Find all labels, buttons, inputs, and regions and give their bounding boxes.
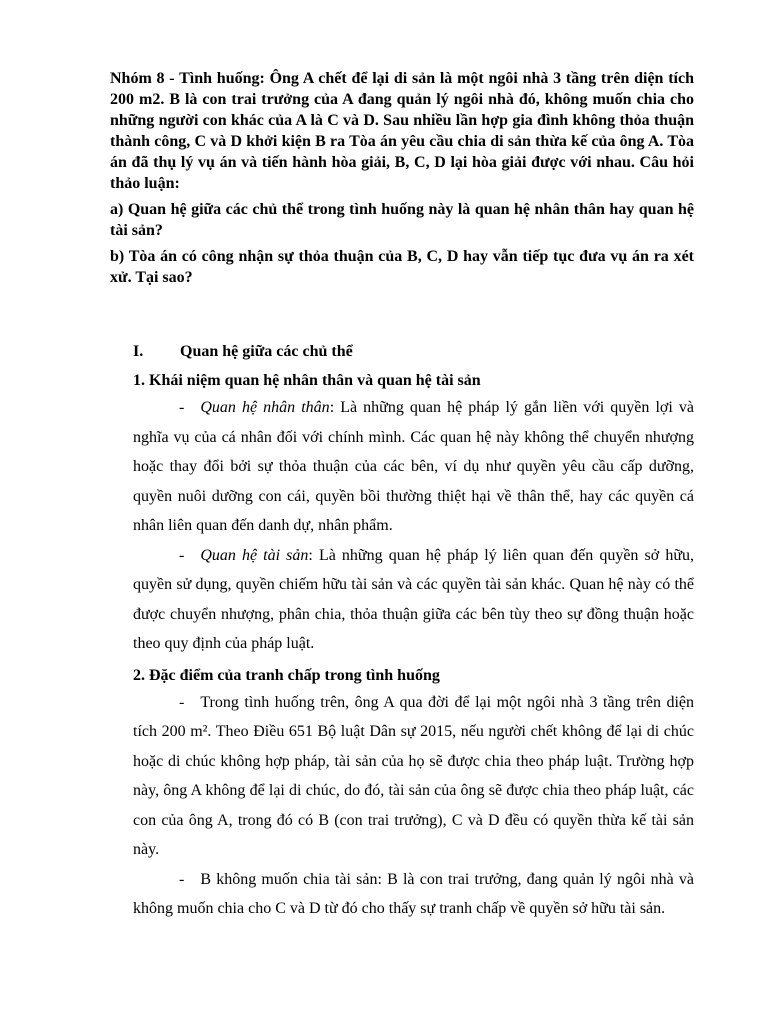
paragraph-dispute [133,865,694,924]
question-b: b) Tòa án có công nhận sự thỏa thuận của B, C, D hay vẫn tiếp tục đưa vụ án ra xét xử. Tại sao? [110,248,694,286]
paragraph-inheritance-law [133,688,694,865]
dispute-text: B không muốn chia tài sản: B là con trai trưởng, đang quản lý ngôi nhà và không muốn chia cho C và D từ đó cho thấy sự tranh chấp về quyền sở hữu tài sản. [133,870,694,917]
case-situation: Nhóm 8 - Tình huống: Ông A chết để lại di sản là một ngôi nhà 3 tầng trên diện tích 200 m2. B là con trai trưởng của A đang quản lý ngôi nhà đó, không muốn chia cho những người con khác của A là C và D. Sau nhiều lần hợp gia đình không thỏa thuận thành công, C và D khởi kiện B ra Tòa án yêu cầu chia di sản thừa kế của ông A. Tòa án đã thụ lý vụ án và tiến hành hòa giải, B, C, D lại hòa giải được với nhau. Câu hỏi thảo luận: [110,70,694,192]
section-1-number: I. [133,343,144,360]
question-a: a) Quan hệ giữa các chủ thể trong tình huống này là quan hệ nhân thân hay quan hệ tài sản? [110,201,694,239]
term-personal-relation: Quan hệ nhân thân [200,399,330,416]
paragraph-personal-relation [133,393,694,541]
inheritance-law-text: Trong tình huống trên, ông A qua đời để lại một ngôi nhà 3 tầng trên diện tích 200 m². Theo Điều 651 Bộ luật Dân sự 2015, nếu người chết không để lại di chúc hoặc di chúc không hợp pháp, tài sản của họ sẽ được chia theo pháp luật. Trường hợp này, ông A không để lại di chúc, do đó, tài sản của ông sẽ được chia theo pháp luật, các con của ông A, trong đó có B (con trai trưởng), C và D đều có quyền thừa kế tài sản này. [133,693,694,858]
bullet-dash: - [179,399,185,416]
section-1 [133,339,694,924]
bullet-dash: - [179,693,185,711]
subsection-2-heading: 2. Đặc điểm của tranh chấp trong tình huống [133,666,440,684]
term-property-relation: Quan hệ tài sản [200,546,309,564]
section-1-title: Quan hệ giữa các chủ thể [180,343,353,360]
case-intro [110,68,694,288]
section-1-heading [133,339,694,364]
bullet-dash: - [179,546,185,564]
subsection-1-heading: 1. Khái niệm quan hệ nhân thân và quan hệ tài sản [133,372,481,389]
bullet-dash: - [179,870,185,888]
definition-personal-relation: : Là những quan hệ pháp lý gắn liền với quyền lợi và nghĩa vụ của cá nhân đối với chính mình. Các quan hệ này không thể chuyển nhượng hoặc thay đổi bởi sự thỏa thuận của các bên, ví dụ như quyền yêu cầu cấp dưỡng, quyền nuôi dưỡng con cái, quyền bồi thường thiệt hại về thân thể, hay các quyền cá nhân liên quan đến danh dự, nhân phẩm. [133,399,694,534]
definition-property-relation: : Là những quan hệ pháp lý liên quan đến quyền sở hữu, quyền sử dụng, quyền chiếm hữu tài sản và các quyền tài sản khác. Quan hệ này có thể được chuyển nhượng, phân chia, thỏa thuận giữa các bên tùy theo sự đồng thuận hoặc theo quy định của pháp luật. [133,546,694,652]
paragraph-property-relation [133,541,694,659]
